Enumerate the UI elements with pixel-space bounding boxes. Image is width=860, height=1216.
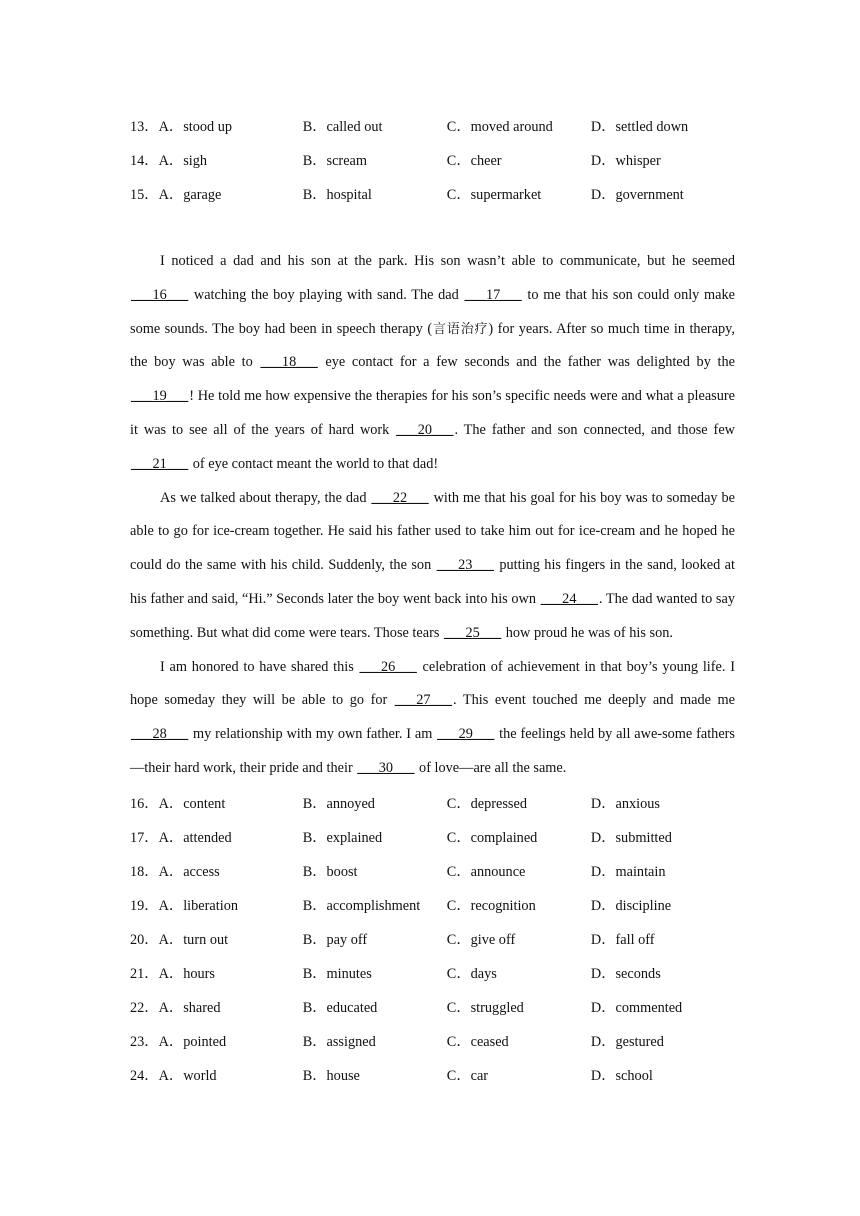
passage-text: I am honored to have shared this bbox=[160, 658, 359, 675]
passage-text: how proud he was of his son. bbox=[502, 624, 673, 641]
question-23 bbox=[130, 1024, 735, 1058]
option-d: D．maintain bbox=[590, 863, 666, 880]
option-c: C．struggled bbox=[446, 999, 524, 1016]
question-15 bbox=[130, 177, 735, 211]
options-block-bottom bbox=[130, 786, 735, 1092]
question-21 bbox=[130, 956, 735, 990]
passage-text: to me that his son could only make some sounds. The boy had been in speech therapy ( bbox=[130, 286, 735, 337]
option-b: B．scream bbox=[302, 153, 368, 169]
blank-22: ___22___ bbox=[371, 489, 429, 506]
option-d: D．settled down bbox=[590, 119, 689, 135]
question-number: 17． bbox=[130, 829, 159, 846]
paragraph-3 bbox=[130, 651, 735, 786]
option-c: C．complained bbox=[446, 829, 538, 846]
option-c: C．recognition bbox=[446, 897, 536, 914]
option-b: B．explained bbox=[302, 829, 383, 846]
option-b: B．assigned bbox=[302, 1033, 376, 1050]
option-c: C．car bbox=[446, 1067, 489, 1084]
option-b: B．house bbox=[302, 1067, 360, 1084]
question-number: 19． bbox=[130, 897, 159, 914]
passage-text: . The father and son connected, and those few bbox=[454, 421, 735, 438]
option-b: B．minutes bbox=[302, 965, 372, 982]
passage-text: . This event touched me deeply and made me bbox=[453, 692, 735, 709]
option-d: D．seconds bbox=[590, 965, 661, 982]
passage-text: As we talked about therapy, the dad bbox=[160, 489, 371, 506]
question-13 bbox=[130, 109, 735, 143]
option-b: B．hospital bbox=[302, 187, 372, 203]
passage-text: watching the boy playing with sand. The dad bbox=[189, 286, 464, 303]
option-a: A．turn out bbox=[158, 931, 229, 948]
option-d: D．gestured bbox=[590, 1033, 664, 1050]
option-a: A．hours bbox=[158, 965, 215, 982]
question-19 bbox=[130, 888, 735, 922]
option-a: A．stood up bbox=[158, 119, 233, 135]
question-24 bbox=[130, 1058, 735, 1092]
option-c: C．depressed bbox=[446, 795, 527, 812]
options-block-top bbox=[130, 109, 735, 211]
question-18 bbox=[130, 854, 735, 888]
section-spacer bbox=[130, 211, 735, 245]
option-c: C．give off bbox=[446, 931, 516, 948]
question-17 bbox=[130, 820, 735, 854]
option-a: A．attended bbox=[158, 829, 232, 846]
option-a: A．access bbox=[158, 863, 220, 880]
passage-text: with me that his goal for his boy was to someday be able to go for ice-cream together. He said his father used to take him out for ice-cream and he hoped he could do the same with his child. Suddenly, the son bbox=[130, 489, 735, 574]
option-c: C．announce bbox=[446, 863, 526, 880]
option-b: B．boost bbox=[302, 863, 358, 880]
option-a: A．content bbox=[158, 795, 226, 812]
chinese-gloss: 言语治疗 bbox=[432, 321, 489, 337]
exam-page bbox=[130, 109, 735, 1092]
question-number: 14． bbox=[130, 153, 159, 169]
option-d: D．whisper bbox=[590, 153, 661, 169]
option-d: D．commented bbox=[590, 999, 683, 1016]
blank-24: ___24___ bbox=[540, 590, 598, 607]
passage-text: putting his fingers in the sand, looked at his father and said, “Hi.” Seconds later the boy went back into his own bbox=[130, 557, 735, 607]
question-number: 20． bbox=[130, 931, 159, 948]
option-a: A．sigh bbox=[158, 153, 208, 169]
blank-30: ___30___ bbox=[357, 759, 415, 776]
option-c: C．supermarket bbox=[446, 187, 542, 203]
passage-text: eye contact for a few seconds and the father was delighted by the bbox=[318, 354, 735, 371]
option-d: D．school bbox=[590, 1067, 653, 1084]
option-c: C．days bbox=[446, 965, 497, 982]
option-b: B．pay off bbox=[302, 931, 368, 948]
option-d: D．government bbox=[590, 187, 684, 203]
passage-text: my relationship with my own father. I am bbox=[189, 726, 437, 743]
blank-29: ___29___ bbox=[437, 726, 495, 743]
option-a: A．pointed bbox=[158, 1033, 227, 1050]
question-number: 23． bbox=[130, 1033, 159, 1050]
question-number: 21． bbox=[130, 965, 159, 982]
blank-17: ___17___ bbox=[464, 286, 522, 303]
option-d: D．discipline bbox=[590, 897, 672, 914]
option-b: B．educated bbox=[302, 999, 378, 1016]
passage-text: ! He told me how expensive the therapies for his son’s specific needs were and what a pleasure it was to see all of the years of hard work bbox=[130, 388, 735, 438]
option-b: B．accomplishment bbox=[302, 897, 421, 914]
option-a: A．liberation bbox=[158, 897, 239, 914]
passage-text: I noticed a dad and his son at the park. His son wasn’t able to communicate, but he seemed bbox=[160, 253, 735, 269]
blank-18: ___18___ bbox=[260, 354, 318, 371]
blank-21: ___21___ bbox=[131, 455, 189, 472]
cloze-passage bbox=[130, 245, 735, 786]
blank-20: ___20___ bbox=[396, 421, 454, 438]
passage-text: . The dad wanted to say something. But what did come were tears. Those tears bbox=[130, 590, 735, 641]
question-14 bbox=[130, 143, 735, 177]
question-number: 15． bbox=[130, 187, 159, 203]
paragraph-1 bbox=[130, 245, 735, 482]
blank-25: ___25___ bbox=[444, 624, 502, 641]
option-c: C．ceased bbox=[446, 1033, 509, 1050]
blank-16: ___16___ bbox=[131, 286, 189, 303]
blank-19: ___19___ bbox=[131, 388, 189, 405]
option-d: D．anxious bbox=[590, 795, 660, 812]
question-20 bbox=[130, 922, 735, 956]
blank-23: ___23___ bbox=[436, 557, 494, 574]
option-d: D．submitted bbox=[590, 829, 672, 846]
blank-26: ___26___ bbox=[359, 658, 417, 675]
question-number: 13． bbox=[130, 119, 159, 135]
passage-text: of eye contact meant the world to that dad! bbox=[189, 455, 439, 472]
question-number: 16． bbox=[130, 795, 159, 812]
option-b: B．annoyed bbox=[302, 795, 375, 812]
question-22 bbox=[130, 990, 735, 1024]
question-number: 22． bbox=[130, 999, 159, 1016]
passage-text: ) for years. After so much time in therapy, the boy was able to bbox=[130, 320, 735, 371]
paragraph-2 bbox=[130, 482, 735, 651]
option-a: A．garage bbox=[158, 187, 222, 203]
passage-text: celebration of achievement in that boy’s young life. I hope someday they will be able to go for bbox=[130, 658, 735, 709]
blank-28: ___28___ bbox=[131, 726, 189, 743]
option-c: C．moved around bbox=[446, 119, 553, 135]
question-number: 24． bbox=[130, 1067, 159, 1084]
option-a: A．world bbox=[158, 1067, 217, 1084]
option-b: B．called out bbox=[302, 119, 383, 135]
passage-text: of love—are all the same. bbox=[415, 759, 567, 776]
option-c: C．cheer bbox=[446, 153, 502, 169]
question-16 bbox=[130, 786, 735, 820]
question-number: 18． bbox=[130, 863, 159, 880]
option-a: A．shared bbox=[158, 999, 221, 1016]
blank-27: ___27___ bbox=[394, 692, 452, 709]
passage-text: the feelings held by all awe-some fathers—their hard work, their pride and their bbox=[130, 726, 735, 776]
option-d: D．fall off bbox=[590, 931, 655, 948]
